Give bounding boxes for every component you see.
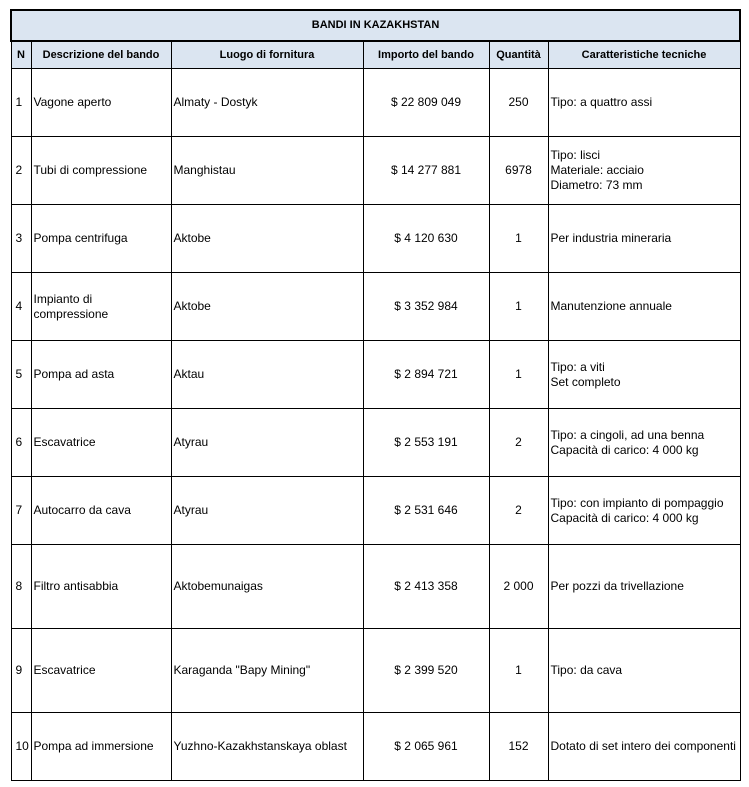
row-quantity: 6978: [489, 137, 548, 205]
row-specs: [548, 477, 740, 545]
row-quantity: 1: [489, 629, 548, 713]
table-row: [11, 205, 740, 273]
spec-line: Per pozzi da trivellazione: [550, 579, 684, 593]
row-place: Manghistau: [171, 137, 363, 205]
row-number: 5: [11, 341, 31, 409]
row-place: Atyrau: [171, 409, 363, 477]
row-amount: $ 2 531 646: [363, 477, 489, 545]
header-description: Descrizione del bando: [31, 41, 171, 69]
title-row: [11, 10, 740, 41]
row-specs: [548, 545, 740, 629]
row-number: 2: [11, 137, 31, 205]
row-description: Pompa ad asta: [31, 341, 171, 409]
row-place: Almaty - Dostyk: [171, 69, 363, 137]
spec-line: Tipo: lisci: [550, 148, 601, 162]
row-place: Aktobe: [171, 205, 363, 273]
row-number: 9: [11, 629, 31, 713]
row-amount: $ 2 894 721: [363, 341, 489, 409]
row-number: 6: [11, 409, 31, 477]
row-description: Escavatrice: [31, 629, 171, 713]
table-row: [11, 69, 740, 137]
row-specs: [548, 341, 740, 409]
table-title: BANDI IN KAZAKHSTAN: [11, 10, 740, 41]
row-description: Tubi di compressione: [31, 137, 171, 205]
table-row: [11, 545, 740, 629]
header-specs: Caratteristiche tecniche: [548, 41, 740, 69]
spec-line: Capacità di carico: 4 000 kg: [550, 442, 699, 457]
row-description: Escavatrice: [31, 409, 171, 477]
row-quantity: 1: [489, 341, 548, 409]
row-number: 4: [11, 273, 31, 341]
row-amount: $ 2 413 358: [363, 545, 489, 629]
tenders-sheet: [10, 9, 739, 781]
table-row: [11, 713, 740, 781]
spec-line: Tipo: a viti: [550, 359, 605, 374]
spec-line: Tipo: con impianto di pompaggio: [550, 495, 724, 510]
row-place: Karaganda "Bapy Mining": [171, 629, 363, 713]
row-number: 1: [11, 69, 31, 137]
row-description: Autocarro da cava: [31, 477, 171, 545]
header-n: N: [11, 41, 31, 69]
row-quantity: 2: [489, 477, 548, 545]
header-row: [11, 41, 740, 69]
row-specs: [548, 409, 740, 477]
header-amount: Importo del bando: [363, 41, 489, 69]
tenders-table: [10, 9, 741, 781]
row-amount: $ 4 120 630: [363, 205, 489, 273]
row-number: 7: [11, 477, 31, 545]
row-description: Impianto di compressione: [31, 273, 171, 341]
row-specs: [548, 69, 740, 137]
row-specs: [548, 137, 740, 205]
row-description: Filtro antisabbia: [31, 545, 171, 629]
spec-line: Materiale: acciaio: [550, 163, 644, 177]
table-row: [11, 477, 740, 545]
spec-line: Tipo: da cava: [550, 663, 623, 677]
spec-line: Tipo: a quattro assi: [550, 95, 653, 109]
row-number: 3: [11, 205, 31, 273]
spec-line: Dotato di set intero dei componenti: [550, 739, 736, 753]
row-amount: $ 2 399 520: [363, 629, 489, 713]
row-amount: $ 14 277 881: [363, 137, 489, 205]
row-description: Pompa centrifuga: [31, 205, 171, 273]
spec-line: Capacità di carico: 4 000 kg: [550, 510, 699, 525]
row-quantity: 2 000: [489, 545, 548, 629]
header-place: Luogo di fornitura: [171, 41, 363, 69]
row-quantity: 2: [489, 409, 548, 477]
spec-line: Manutenzione annuale: [550, 299, 672, 313]
spec-line: Per industria mineraria: [550, 231, 672, 245]
row-amount: $ 3 352 984: [363, 273, 489, 341]
table-row: [11, 273, 740, 341]
spec-line: Tipo: a cingoli, ad una benna: [550, 427, 705, 442]
row-specs: [548, 629, 740, 713]
row-specs: [548, 205, 740, 273]
row-place: Aktobemunaigas: [171, 545, 363, 629]
row-place: Yuzhno-Kazakhstanskaya oblast: [171, 713, 363, 781]
header-quantity: Quantità: [489, 41, 548, 69]
row-quantity: 1: [489, 273, 548, 341]
spec-line: Diametro: 73 mm: [550, 178, 643, 192]
table-row: [11, 629, 740, 713]
row-amount: $ 22 809 049: [363, 69, 489, 137]
row-specs: [548, 713, 740, 781]
row-place: Aktobe: [171, 273, 363, 341]
table-row: [11, 341, 740, 409]
row-description: Vagone aperto: [31, 69, 171, 137]
table-row: [11, 137, 740, 205]
row-quantity: 152: [489, 713, 548, 781]
row-quantity: 1: [489, 205, 548, 273]
row-quantity: 250: [489, 69, 548, 137]
row-amount: $ 2 553 191: [363, 409, 489, 477]
table-row: [11, 409, 740, 477]
row-number: 10: [11, 713, 31, 781]
row-description: Pompa ad immersione: [31, 713, 171, 781]
row-number: 8: [11, 545, 31, 629]
row-place: Atyrau: [171, 477, 363, 545]
row-specs: [548, 273, 740, 341]
row-amount: $ 2 065 961: [363, 713, 489, 781]
spec-line: Set completo: [550, 374, 621, 389]
row-place: Aktau: [171, 341, 363, 409]
